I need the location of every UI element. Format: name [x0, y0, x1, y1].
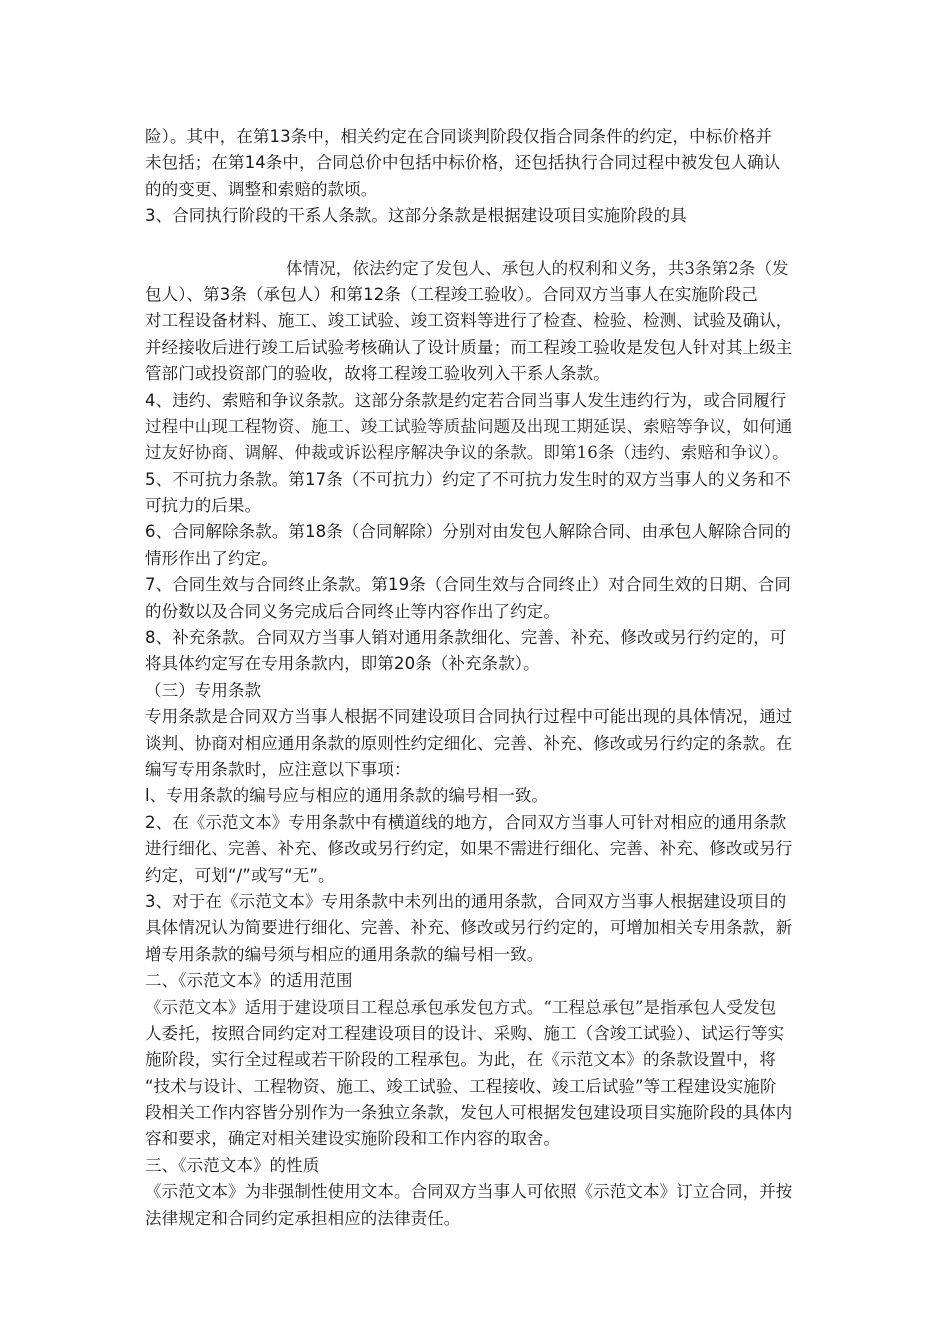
text-line: 管部门或投资部门的验收，故将工程竣工验收列入干系人条款。: [145, 364, 610, 384]
text-line: 过程中山现工程物资、施工、竣工试验等质盐问题及出现工期延误、索赔等争议，如何通: [145, 416, 793, 436]
text-line: 施阶段，实行全过程或若干阶段的工程承包。为此，在《示范文本》的条款设置中，将: [145, 1050, 776, 1070]
text-line: 4、违约、索赔和争议条款。这部分条款是约定若合同当事人发生违约行为，或合同履行: [145, 390, 787, 410]
section-heading: 三、《示范文本》的性质: [145, 1155, 320, 1175]
text-line: 7、合同生效与合同终止条款。第19条（合同生效与合同终止）对合同生效的日期、合同: [145, 575, 791, 595]
text-line: 2、在《示范文本》专用条款中有横道线的地方，合同双方当事人可针对相应的通用条款: [145, 812, 787, 832]
text-line: 可抗力的后果。: [145, 496, 262, 516]
text-line: 并经接收后进行竣工后试验考核确认了设计质量；而工程竣工验收是发包人针对其上级主: [145, 337, 793, 357]
document-body: [145, 124, 810, 1232]
text-line: 约定，可划“/”或写“无”。: [145, 865, 335, 885]
text-line: 《示范文本》适用于建设项目工程总承包承发包方式。“工程总承包”是指承包人受发包: [145, 997, 777, 1017]
text-line: 《示范文本》为非强制性使用文本。合同双方当事人可依照《示范文本》订立合同，并按: [145, 1182, 793, 1202]
text-line: 险）。其中，在第13条中，相关约定在合同谈判阶段仅指合同条件的约定，中标价格并: [145, 127, 773, 146]
text-line: 体情况，依法约定了发包人、承包人的权利和义务，共3条第2条（发: [286, 258, 789, 278]
text-line: 情形作出了约定。: [145, 548, 278, 568]
text-line: 3、合同执行阶段的干系人条款。这部分条款是根据建设项目实施阶段的具: [145, 206, 687, 226]
text-line: l、专用条款的编号应与相应的通用条款的编号相一致。: [145, 786, 549, 806]
text-line: 法律规定和合同约定承担相应的法律责任。: [145, 1208, 461, 1228]
text-line: 增专用条款的编号须与相应的通用条款的编号相一致。: [145, 944, 544, 964]
text-line: “技术与设计、工程物资、施工、竣工试验、工程接收、竣工后试验”等工程建设实施阶: [145, 1076, 777, 1096]
text-line: 人委托，按照合同约定对工程建设项目的设计、采购、施工（含竣工试验）、试运行等实: [145, 1023, 785, 1043]
paragraph-gap: [145, 230, 810, 256]
text-line: 包人）、第3条（承包人）和第12条（工程竣工验收）。合同双方当事人在实施阶段己: [145, 284, 758, 304]
section-heading: （三）专用条款: [145, 680, 262, 700]
text-line: 谈判、协商对相应通用条款的原则性约定细化、完善、补充、修改或另行约定的条款。在: [145, 733, 793, 753]
text-line: 8、补充条款。合同双方当事人销对通用条款细化、完善、补充、修改或另行约定的，可: [145, 628, 787, 648]
text-line: 6、合同解除条款。第18条（合同解除）分别对由发包人解除合同、由承包人解除合同的: [145, 522, 791, 542]
text-line: 将具体约定写在专用条款内，即第20条（补充条款）。: [145, 654, 540, 674]
text-line: 段相关工作内容皆分别作为一条独立条款，发包人可根据发包建设项目实施阶段的具体内: [145, 1103, 793, 1123]
section-heading: 二、《示范文本》的适用范围: [145, 971, 353, 991]
text-line: 的份数以及合同义务完成后合同终止等内容作出了约定。: [145, 601, 560, 621]
text-line: 专用条款是合同双方当事人根据不同建设项目合同执行过程中可能出现的具体情况，通过: [145, 707, 793, 727]
text-line: 3、对于在《示范文本》专用条款中未列出的通用条款，合同双方当事人根据建设项目的: [145, 891, 787, 911]
text-line: 具体情况认为简要进行细化、完善、补充、修改或另行约定的，可增加相关专用条款，新: [145, 918, 793, 938]
text-line: 5、不可抗力条款。第17条（不可抗力）约定了不可抗力发生时的双方当事人的义务和不: [145, 469, 791, 489]
text-line: 未包括；在第14条中，合同总价中包括中标价格，还包括执行合同过程中被发包人确认: [145, 153, 781, 173]
text-line: 过友好协商、调解、仲裁或诉讼程序解决争议的条款。即第16条（违约、索赔和争议）。: [145, 443, 789, 463]
text-line: 容和要求，确定对相关建设实施阶段和工作内容的取舍。: [145, 1129, 560, 1149]
text-line: 编写专用条款时，应注意以下事项：: [145, 759, 411, 779]
text-line: 对工程设备材料、施工、竣工试验、竣工资料等进行了检查、检验、检测、试验及确认，: [145, 311, 793, 331]
text-line: 的的变更、调整和索赔的款顷。: [145, 179, 378, 199]
text-line: 进行细化、完善、补充、修改或另行约定，如果不需进行细化、完善、补充、修改或另行: [145, 839, 793, 859]
